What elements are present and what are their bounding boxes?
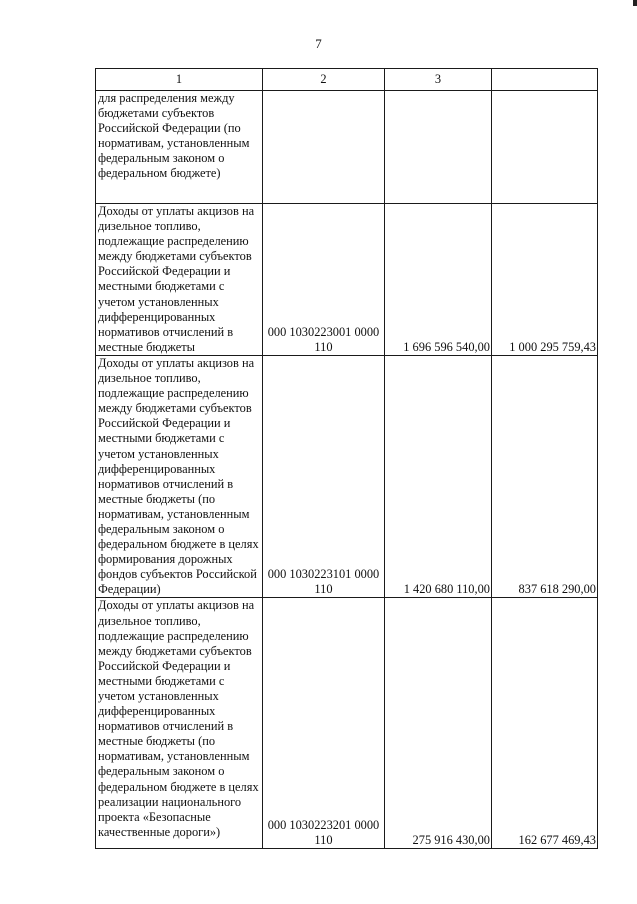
page-corner-mark xyxy=(633,0,637,6)
row-value-col3 xyxy=(385,91,492,204)
row-value-col4: 1 000 295 759,43 xyxy=(492,204,598,356)
table-row xyxy=(96,355,598,598)
table-row xyxy=(96,598,598,849)
table-row xyxy=(96,204,598,356)
row-code-cell xyxy=(263,355,385,598)
row-code-cell xyxy=(263,91,385,204)
code-line-2: 110 xyxy=(314,833,333,848)
row-name-cell: для распределения между бюджетами субъектов Российской Федерации (по нормативам, установленным федеральным законом о федеральном бюджете) xyxy=(96,91,263,204)
row-value-col3: 1 696 596 540,00 xyxy=(385,204,492,356)
code-line-2: 110 xyxy=(314,339,333,354)
row-value-col4: 837 618 290,00 xyxy=(492,355,598,598)
column-header-4 xyxy=(492,69,598,91)
table-header-row xyxy=(96,69,598,91)
row-name-cell: Доходы от уплаты акцизов на дизельное топливо, подлежащие распределению между бюджетами субъектов Российской Федерации и местными бюджетами с учетом установленных дифференцированных нормативов отчислений в местные бюджеты (по нормативам, установленным федеральным законом о федеральном бюджете в целях формирования дорожных фондов субъектов Российской Федерации) xyxy=(96,355,263,598)
row-value-col4 xyxy=(492,91,598,204)
table-row xyxy=(96,91,598,204)
row-code-cell xyxy=(263,598,385,849)
row-value-col3: 1 420 680 110,00 xyxy=(385,355,492,598)
page-number: 7 xyxy=(315,36,322,51)
code-line-1: 000 1030223001 0000 xyxy=(267,324,380,339)
budget-revenue-table xyxy=(95,68,598,849)
row-name-cell: Доходы от уплаты акцизов на дизельное топливо, подлежащие распределению между бюджетами субъектов Российской Федерации и местными бюджетами с учетом установленных дифференцированных нормативов отчислений в местные бюджеты xyxy=(96,204,263,356)
code-line-1: 000 1030223101 0000 xyxy=(267,567,380,582)
row-code-cell xyxy=(263,204,385,356)
code-line-2: 110 xyxy=(314,582,333,597)
row-value-col3: 275 916 430,00 xyxy=(385,598,492,849)
column-header-1: 1 xyxy=(96,69,263,91)
column-header-2: 2 xyxy=(263,69,385,91)
column-header-3: 3 xyxy=(385,69,492,91)
code-line-1: 000 1030223201 0000 xyxy=(267,818,380,833)
row-name-cell: Доходы от уплаты акцизов на дизельное топливо, подлежащие распределению между бюджетами субъектов Российской Федерации и местными бюджетами с учетом установленных дифференцированных нормативов отчислений в местные бюджеты (по нормативам, установленным федеральным законом о федеральном бюджете в целях реализации национального проекта «Безопасные качественные дороги») xyxy=(96,598,263,849)
row-value-col4: 162 677 469,43 xyxy=(492,598,598,849)
